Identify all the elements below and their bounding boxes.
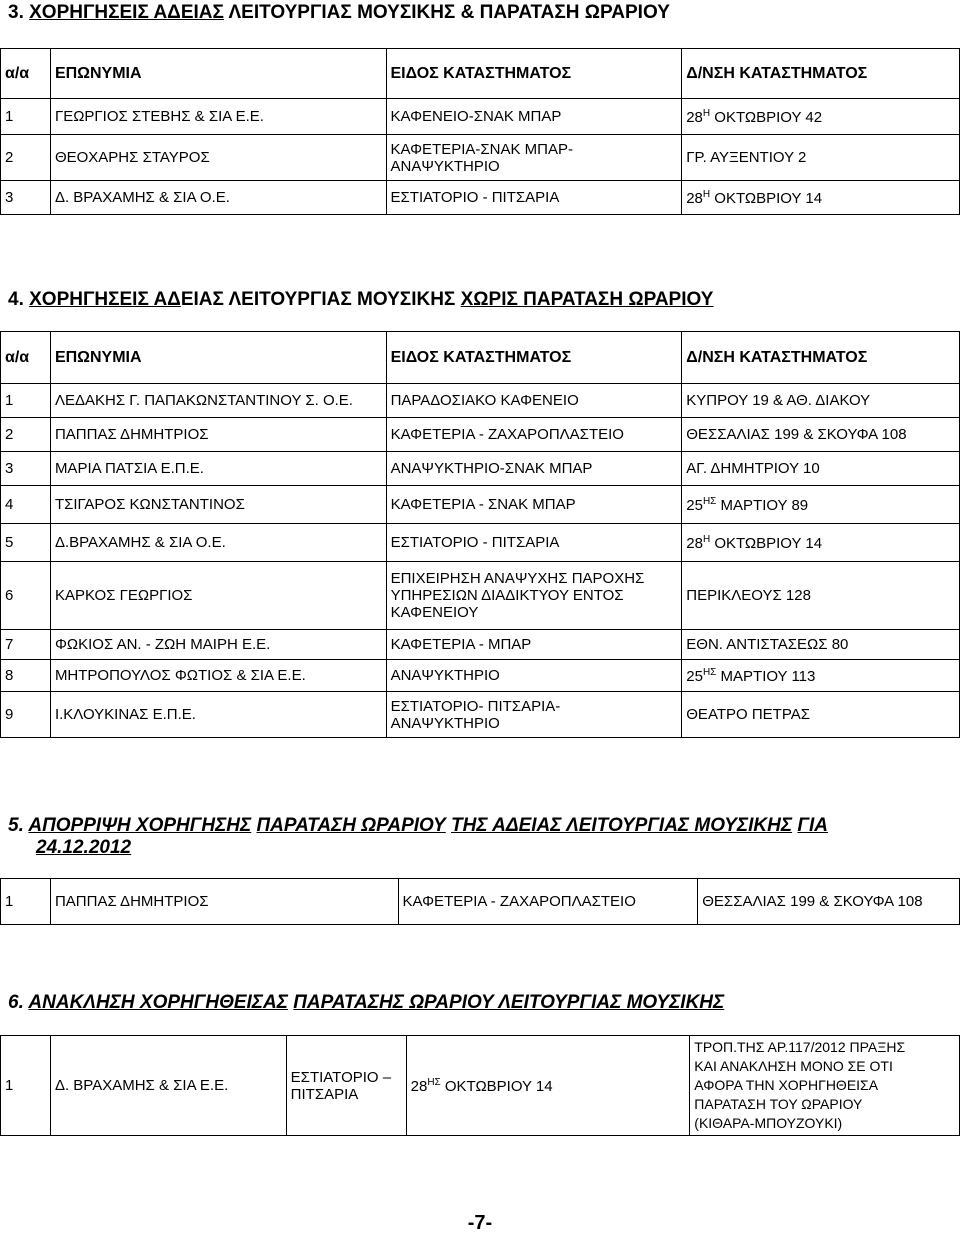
table-row: 6 ΚΑΡΚΟΣ ΓΕΩΡΓΙΟΣ ΕΠΙΧΕΙΡΗΣΗ ΑΝΑΨΥΧΗΣ ΠΑΡΟΧΗΣ ΥΠΗΡΕΣΙΩΝ ΔΙΑΔΙΚΤΥΟΥ ΕΝΤΟΣ ΚΑΦΕΝΕΙΟΥ ΠΕΡΙΚΛΕΟΥΣ 128	[1, 562, 960, 630]
header-aa: α/α	[1, 332, 51, 384]
header-address: Δ/ΝΣΗ ΚΑΤΑΣΤΗΜΑΤΟΣ	[682, 332, 960, 384]
header-type: ΕΙΔΟΣ ΚΑΤΑΣΤΗΜΑΤΟΣ	[386, 332, 682, 384]
header-address: Δ/ΝΣΗ ΚΑΤΑΣΤΗΜΑΤΟΣ	[682, 49, 960, 99]
table-row: 8 ΜΗΤΡΟΠΟΥΛΟΣ ΦΩΤΙΟΣ & ΣΙΑ Ε.Ε. ΑΝΑΨΥΚΤΗΡΙΟ $25^{H\Sigma}$ ΜΑΡΤΙΟΥ 113	[1, 660, 960, 692]
section-6-table	[0, 1035, 960, 1136]
page-number: -7-	[467, 1212, 493, 1234]
table-row: 9 Ι.ΚΛΟΥΚΙΝΑΣ Ε.Π.Ε. ΕΣΤΙΑΤΟΡΙΟ- ΠΙΤΣΑΡΙΑ- ΑΝΑΨΥΚΤΗΡΙΟ ΘΕΑΤΡΟ ΠΕΤΡΑΣ	[1, 692, 960, 738]
header-aa: α/α	[1, 49, 51, 99]
table-row: 1 ΓΕΩΡΓΙΟΣ ΣΤΕΒΗΣ & ΣΙΑ Ε.Ε. ΚΑΦΕΝΕΙΟ-ΣΝΑΚ ΜΠΑΡ $28^H$ ΟΚΤΩΒΡΙΟΥ 42	[1, 99, 960, 135]
table-row: 3 ΜΑΡΙΑ ΠΑΤΣΙΑ Ε.Π.Ε. ΑΝΑΨΥΚΤΗΡΙΟ-ΣΝΑΚ ΜΠΑΡ ΑΓ. ΔΗΜΗΤΡΙΟΥ 10	[1, 452, 960, 486]
note-cell: ΤΡΟΠ.ΤΗΣ ΑΡ.117/2012 ΠΡΑΞΗΣ ΚΑΙ ΑΝΑΚΛΗΣΗ ΜΟΝΟ ΣΕ ΟΤΙ ΑΦΟΡΑ ΤΗΝ ΧΟΡΗΓΗΘΕΙΣΑ ΠΑΡΑΤΑΣΗ ΤΟΥ ΩΡΑΡΙΟΥ (ΚΙΘΑΡΑ-ΜΠΟΥΖΟΥΚΙ)	[690, 1036, 960, 1136]
section-5-heading: 5. ΑΠΟΡΡΙΨΗ ΧΟΡΗΓΗΣΗΣ ΠΑΡΑΤΑΣΗ ΩΡΑΡΙΟΥ ΤΗΣ ΑΔΕΙΑΣ ΛΕΙΤΟΥΡΓΙΑΣ ΜΟΥΣΙΚΗΣ ΓΙΑ 24.12.2012	[8, 815, 828, 858]
header-type: ΕΙΔΟΣ ΚΑΤΑΣΤΗΜΑΤΟΣ	[386, 49, 682, 99]
header-name: ΕΠΩΝΥΜΙΑ	[50, 49, 386, 99]
section-6-heading: 6. ΑΝΑΚΛΗΣΗ ΧΟΡΗΓΗΘΕΙΣΑΣ ΠΑΡΑΤΑΣΗΣ ΩΡΑΡΙΟΥ ΛΕΙΤΟΥΡΓΙΑΣ ΜΟΥΣΙΚΗΣ	[8, 992, 725, 1013]
table-row: 1 ΠΑΠΠΑΣ ΔΗΜΗΤΡΙΟΣ ΚΑΦΕΤΕΡΙΑ - ΖΑΧΑΡΟΠΛΑΣΤΕΙΟ ΘΕΣΣΑΛΙΑΣ 199 & ΣΚΟΥΦΑ 108	[1, 879, 960, 925]
section-5-table	[0, 878, 960, 925]
table-header-row	[1, 49, 960, 99]
table-row: 2 ΠΑΠΠΑΣ ΔΗΜΗΤΡΙΟΣ ΚΑΦΕΤΕΡΙΑ - ΖΑΧΑΡΟΠΛΑΣΤΕΙΟ ΘΕΣΣΑΛΙΑΣ 199 & ΣΚΟΥΦΑ 108	[1, 418, 960, 452]
section-3-table	[0, 48, 960, 215]
section-4-heading: 4. ΧΟΡΗΓΗΣΕΙΣ ΑΔΕΙΑΣ ΛΕΙΤΟΥΡΓΙΑΣ ΜΟΥΣΙΚΗΣ ΧΩΡΙΣ ΠΑΡΑΤΑΣΗ ΩΡΑΡΙΟΥ	[8, 289, 714, 310]
table-header-row	[1, 332, 960, 384]
header-name: ΕΠΩΝΥΜΙΑ	[50, 332, 386, 384]
table-row: 5 Δ.ΒΡΑΧΑΜΗΣ & ΣΙΑ Ο.Ε. ΕΣΤΙΑΤΟΡΙΟ - ΠΙΤΣΑΡΙΑ $28^H$ ΟΚΤΩΒΡΙΟΥ 14	[1, 524, 960, 562]
table-row: 7 ΦΩΚΙΟΣ ΑΝ. - ΖΩΗ ΜΑΙΡΗ Ε.Ε. ΚΑΦΕΤΕΡΙΑ - ΜΠΑΡ ΕΘΝ. ΑΝΤΙΣΤΑΣΕΩΣ 80	[1, 630, 960, 660]
table-row: 1 ΛΕΔΑΚΗΣ Γ. ΠΑΠΑΚΩΝΣΤΑΝΤΙΝΟΥ Σ. Ο.Ε. ΠΑΡΑΔΟΣΙΑΚΟ ΚΑΦΕΝΕΙΟ ΚΥΠΡΟΥ 19 & ΑΘ. ΔΙΑΚΟΥ	[1, 384, 960, 418]
table-row: 1 Δ. ΒΡΑΧΑΜΗΣ & ΣΙΑ Ε.Ε. ΕΣΤΙΑΤΟΡΙΟ – ΠΙΤΣΑΡΙΑ $28^{H\Sigma}$ ΟΚΤΩΒΡΙΟΥ 14 ΤΡΟΠ.ΤΗΣ ΑΡ.117/2012 ΠΡΑΞΗΣ ΚΑΙ ΑΝΑΚΛΗΣΗ ΜΟΝΟ ΣΕ ΟΤΙ ΑΦΟΡΑ ΤΗΝ ΧΟΡΗΓΗΘΕΙΣΑ ΠΑΡΑΤΑΣΗ ΤΟΥ ΩΡΑΡΙΟΥ (ΚΙΘΑΡΑ-ΜΠΟΥΖΟΥΚΙ)	[1, 1036, 960, 1136]
section-3-heading: 3. ΧΟΡΗΓΗΣΕΙΣ ΑΔΕΙΑΣ ΛΕΙΤΟΥΡΓΙΑΣ ΜΟΥΣΙΚΗΣ & ΠΑΡΑΤΑΣΗ ΩΡΑΡΙΟΥ	[8, 2, 670, 23]
table-row: 4 ΤΣΙΓΑΡΟΣ ΚΩΝΣΤΑΝΤΙΝΟΣ ΚΑΦΕΤΕΡΙΑ - ΣΝΑΚ ΜΠΑΡ $25^{H\Sigma}$ ΜΑΡΤΙΟΥ 89	[1, 486, 960, 524]
table-row: 2 ΘΕΟΧΑΡΗΣ ΣΤΑΥΡΟΣ ΚΑΦΕΤΕΡΙΑ-ΣΝΑΚ ΜΠΑΡ- ΑΝΑΨΥΚΤΗΡΙΟ ΓΡ. ΑΥΞΕΝΤΙΟΥ 2	[1, 135, 960, 181]
section-4-table	[0, 331, 960, 738]
table-row: 3 Δ. ΒΡΑΧΑΜΗΣ & ΣΙΑ Ο.Ε. ΕΣΤΙΑΤΟΡΙΟ - ΠΙΤΣΑΡΙΑ $28^H$ ΟΚΤΩΒΡΙΟΥ 14	[1, 181, 960, 215]
